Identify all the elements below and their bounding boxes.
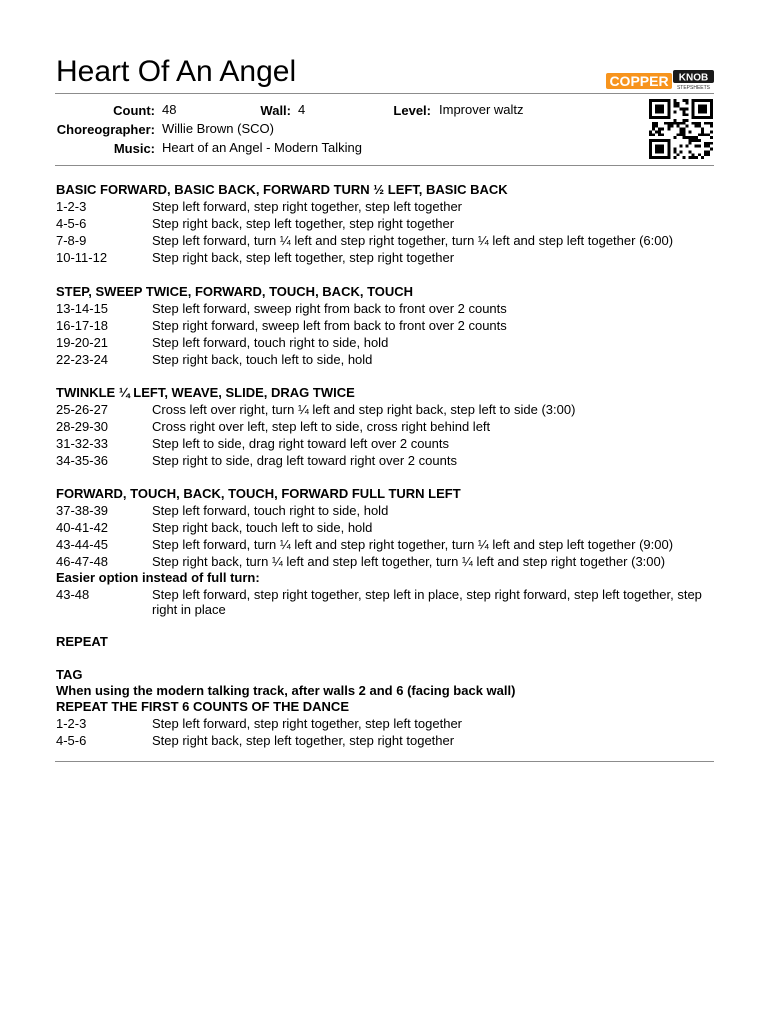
footer-rule [55, 761, 714, 762]
repeat-heading: REPEAT [56, 634, 108, 649]
wall-label: Wall: [260, 103, 291, 118]
section-heading: STEP, SWEEP TWICE, FORWARD, TOUCH, BACK, TOUCH [56, 284, 414, 299]
step-row [56, 519, 716, 536]
step-count: 16-17-18 [56, 318, 109, 333]
step-count: 19-20-21 [56, 335, 109, 350]
step-text: Step left forward, step right together, step left in place, step right forward, step left together, step right in place [152, 587, 702, 617]
step-text: Step right back, touch left to side, hold [152, 520, 373, 535]
step-text: Step right back, step left together, step right together [152, 250, 455, 265]
count-value: 48 [162, 102, 177, 117]
step-count: 7-8-9 [56, 233, 87, 248]
step-count: 46-47-48 [56, 554, 109, 569]
step-row [56, 502, 716, 519]
step-text: Step left forward, turn ¼ left and step right together, turn ¼ left and step left together (9:00) [152, 537, 674, 552]
count-label: Count: [113, 103, 155, 118]
logo-text-sub: STEPSHEETS [676, 85, 711, 91]
step-text: Step right back, step left together, step right together [152, 733, 455, 748]
section-twinkle [56, 384, 716, 469]
step-row [56, 435, 716, 452]
level-label: Level: [393, 103, 431, 118]
step-count: 37-38-39 [56, 503, 109, 518]
step-row [56, 198, 716, 215]
step-count: 28-29-30 [56, 419, 109, 434]
step-count: 4-5-6 [56, 216, 87, 231]
option-note: Easier option instead of full turn: [56, 570, 260, 585]
logo-text-copper: COPPER [609, 73, 669, 89]
step-text: Step right back, step left together, step right together [152, 216, 455, 231]
step-count: 10-11-12 [56, 250, 108, 265]
step-text: Step left to side, drag right toward left over 2 counts [152, 436, 449, 451]
step-count: 4-5-6 [56, 733, 87, 748]
step-row [56, 586, 716, 617]
meta-rule [55, 165, 714, 166]
copperknob-logo [606, 70, 714, 92]
section-step-sweep [56, 283, 716, 368]
step-count: 22-23-24 [56, 352, 109, 367]
step-text: Step right back, touch left to side, hold [152, 352, 373, 367]
step-row [56, 418, 716, 435]
step-row [56, 249, 716, 266]
step-text: Step left forward, touch right to side, hold [152, 503, 389, 518]
music-value: Heart of an Angel - Modern Talking [162, 140, 362, 155]
step-text: Step right back, turn ¼ left and step left together, turn ¼ left and step right together (3:00) [152, 554, 666, 569]
logo-text-knob: KNOB [678, 72, 709, 84]
step-text: Step left forward, sweep right from back to front over 2 counts [152, 301, 507, 316]
step-count: 34-35-36 [56, 453, 109, 468]
tag-heading: TAG [56, 667, 83, 682]
step-count: 43-44-45 [56, 537, 109, 552]
step-count: 43-48 [56, 587, 90, 602]
step-row [56, 536, 716, 553]
music-label: Music: [113, 141, 155, 156]
tag-note: When using the modern talking track, after walls 2 and 6 (facing back wall) [56, 683, 516, 698]
step-row [56, 232, 716, 249]
step-text: Step left forward, turn ¼ left and step right together, turn ¼ left and step left together (6:00) [152, 233, 674, 248]
step-count: 1-2-3 [56, 199, 87, 214]
choreographer-label: Choreographer: [56, 122, 155, 137]
step-count: 31-32-33 [56, 436, 109, 451]
level-value: Improver waltz [439, 102, 524, 117]
step-row [56, 715, 716, 732]
step-row [56, 334, 716, 351]
dance-title: Heart Of An Angel [56, 55, 297, 88]
section-heading: FORWARD, TOUCH, BACK, TOUCH, FORWARD FULL TURN LEFT [56, 486, 461, 501]
step-row [56, 317, 716, 334]
step-count: 1-2-3 [56, 716, 87, 731]
step-text: Step left forward, touch right to side, hold [152, 335, 389, 350]
step-text: Step right to side, drag left toward right over 2 counts [152, 453, 457, 468]
step-text: Step left forward, step right together, step left together [152, 716, 463, 731]
step-text: Cross right over left, step left to side, cross right behind left [152, 419, 491, 434]
repeat-section [56, 633, 716, 650]
tag-section [56, 666, 716, 749]
step-row [56, 351, 716, 368]
step-text: Cross left over right, turn ¼ left and step right back, step left to side (3:00) [152, 402, 576, 417]
step-text: Step right forward, sweep left from back to front over 2 counts [152, 318, 507, 333]
header-rule [55, 93, 714, 94]
step-count: 25-26-27 [56, 402, 109, 417]
step-row [56, 215, 716, 232]
wall-value: 4 [298, 102, 306, 117]
tag-note: REPEAT THE FIRST 6 COUNTS OF THE DANCE [56, 699, 349, 714]
step-count: 40-41-42 [56, 520, 109, 535]
step-row [56, 452, 716, 469]
step-count: 13-14-15 [56, 301, 109, 316]
section-full-turn [56, 485, 716, 617]
qr-code-icon [649, 99, 713, 159]
section-heading: BASIC FORWARD, BASIC BACK, FORWARD TURN ½ LEFT, BASIC BACK [56, 182, 508, 197]
choreographer-value: Willie Brown (SCO) [162, 121, 274, 136]
step-row [56, 300, 716, 317]
step-row [56, 732, 716, 749]
section-basic [56, 181, 716, 266]
section-heading: TWINKLE ¼ LEFT, WEAVE, SLIDE, DRAG TWICE [56, 385, 355, 400]
step-row [56, 553, 716, 570]
step-row [56, 401, 716, 418]
step-text: Step left forward, step right together, step left together [152, 199, 463, 214]
